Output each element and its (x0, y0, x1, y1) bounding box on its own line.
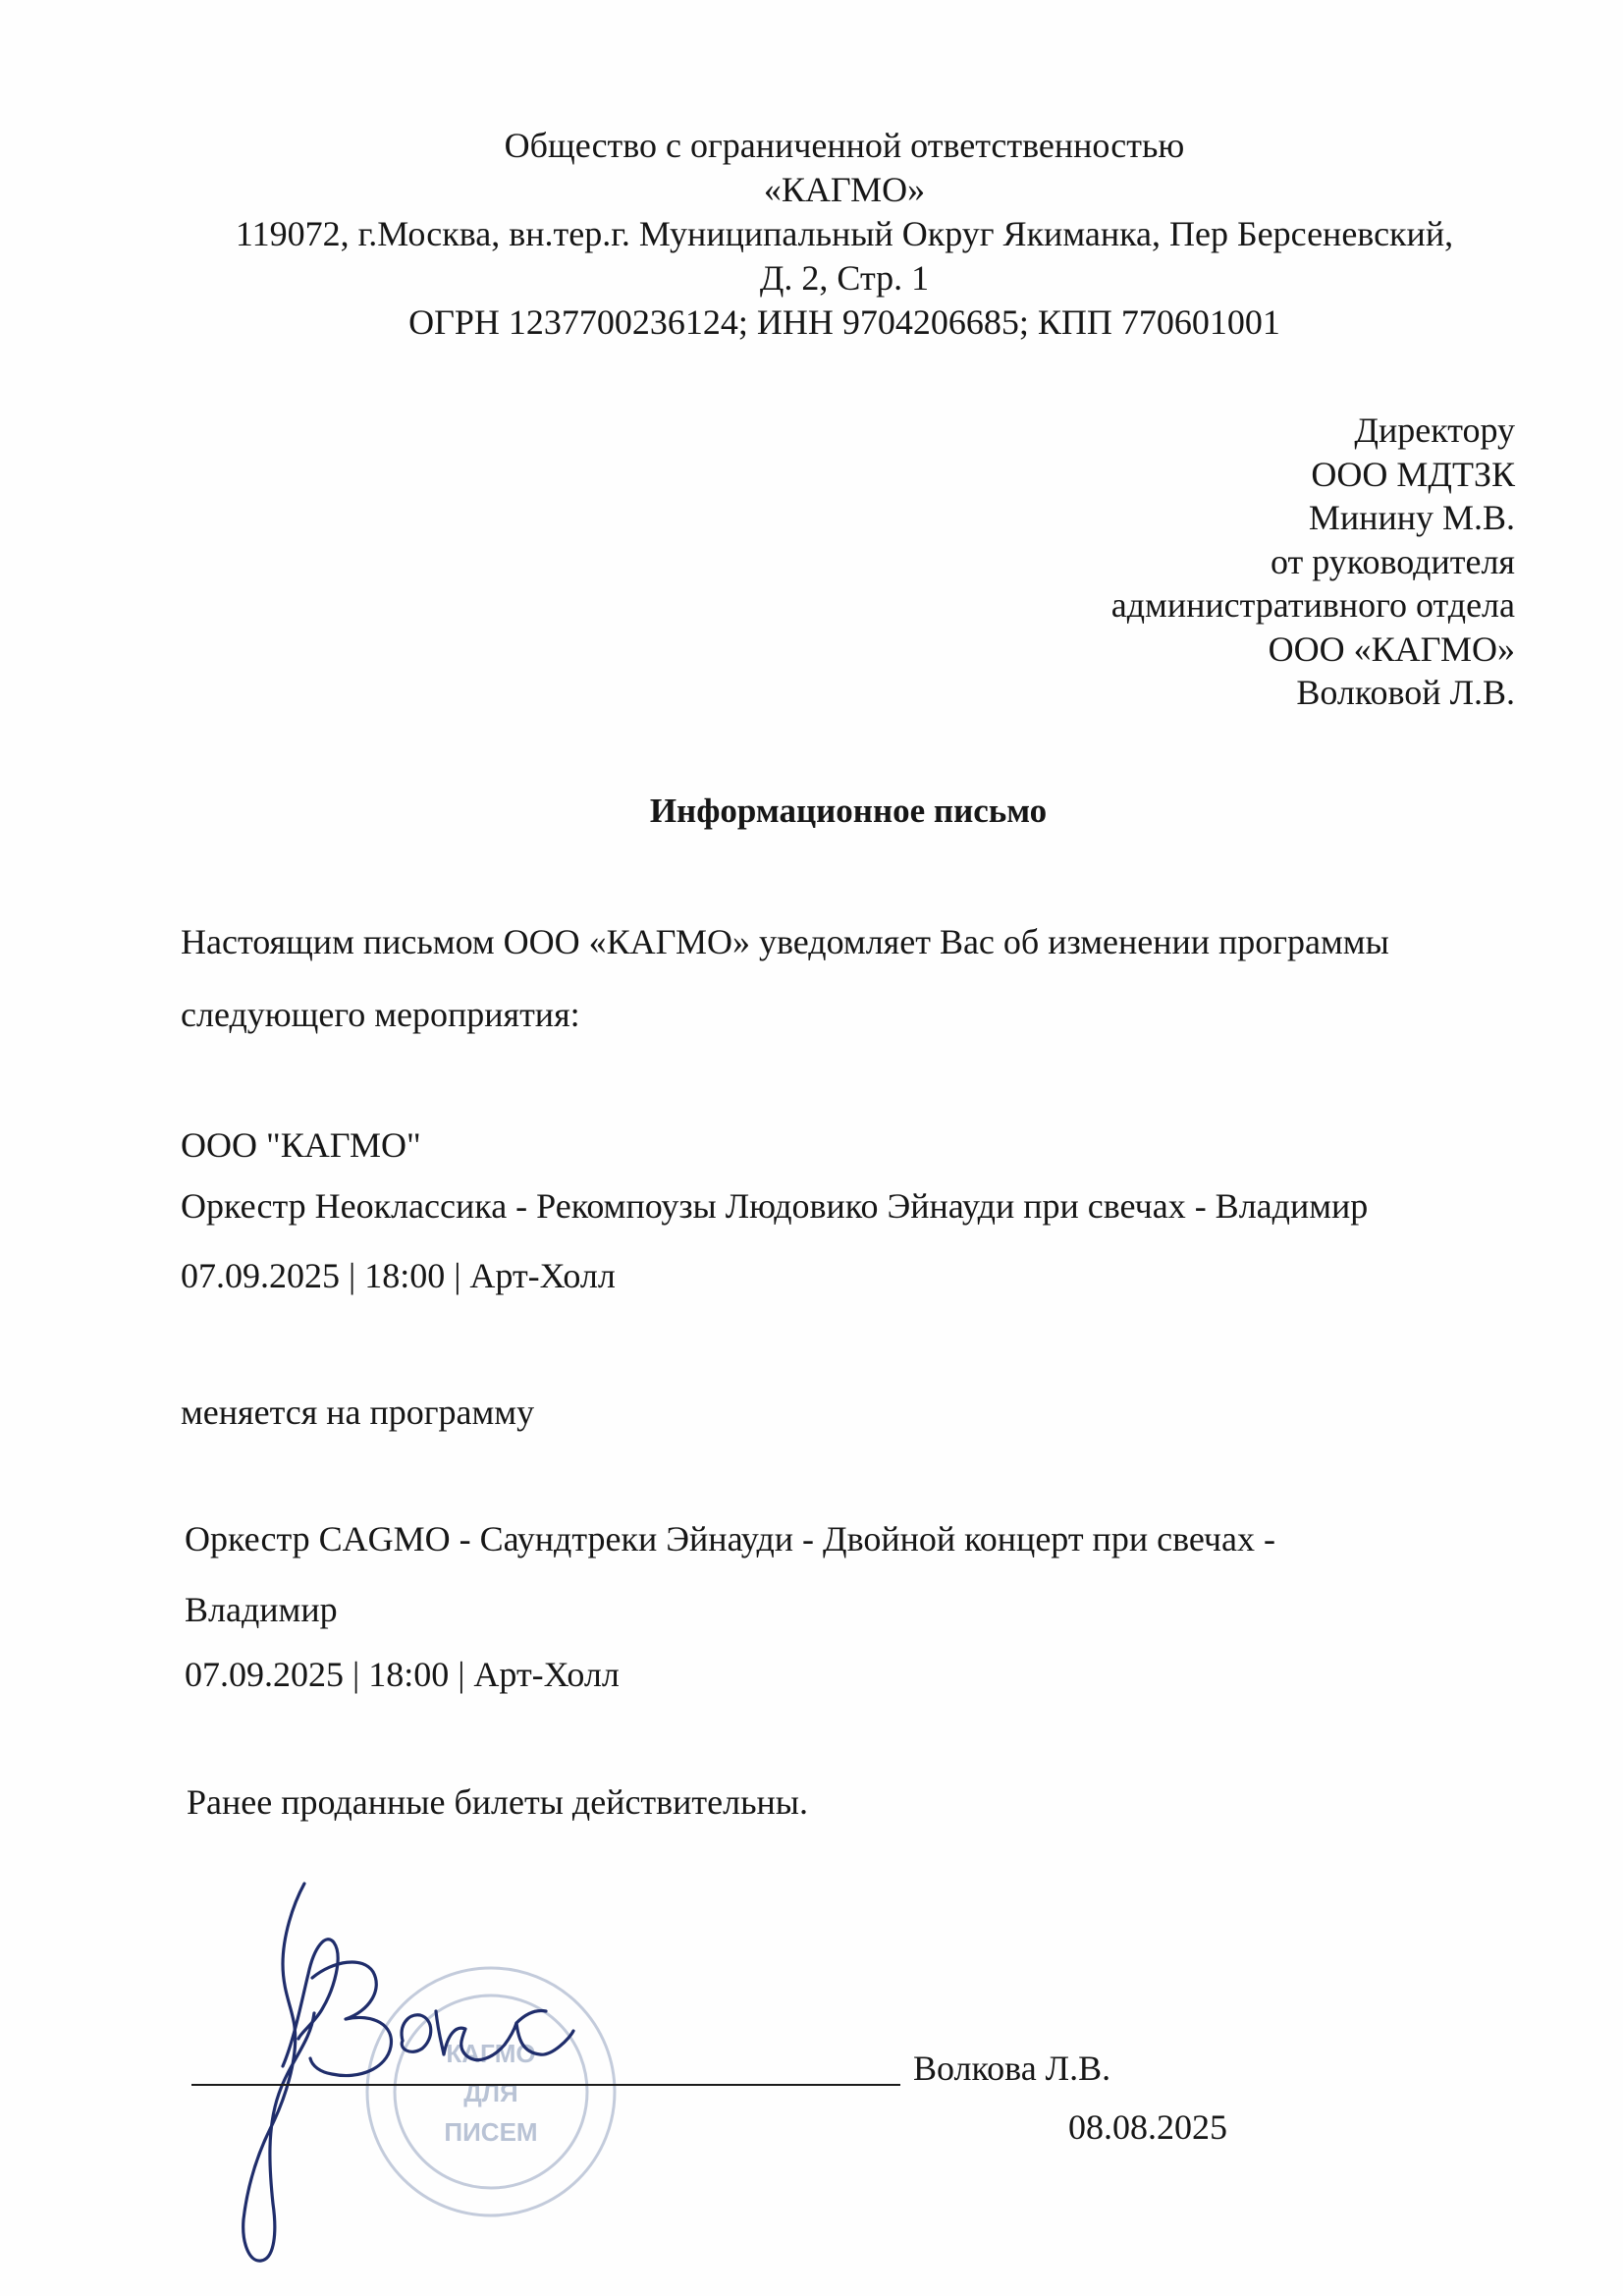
addressee-line: Минину М.В. (1308, 498, 1515, 537)
intro-line-1: Настоящим письмом ООО «КАГМО» уведомляет Вас об изменении программы (181, 922, 1389, 961)
addressee-line: Директору (1354, 410, 1515, 450)
signature-line (191, 2084, 900, 2086)
stamp-text: ПИСЕМ (444, 2117, 538, 2147)
stamp-text: ДЛЯ (463, 2078, 518, 2107)
new-event-datetime: 07.09.2025 | 18:00 | Арт-Холл (185, 1655, 620, 1694)
old-event-datetime: 07.09.2025 | 18:00 | Арт-Холл (181, 1256, 616, 1295)
letterhead-company-type: Общество с ограниченной ответственностью (504, 126, 1185, 165)
letterhead-company-name: «КАГМО» (763, 170, 926, 209)
addressee-block (1111, 409, 1515, 715)
old-event-title: Оркестр Неоклассика - Рекомпоузы Людовико Эйнауди при свечах - Владимир (181, 1186, 1369, 1226)
letterhead-address-building: Д. 2, Стр. 1 (759, 258, 930, 298)
new-event-title-line-1: Оркестр CAGMO - Саундтреки Эйнауди - Двойной концерт при свечах - (185, 1519, 1276, 1558)
letterhead-registration: ОГРН 1237700236124; ИНН 9704206685; КПП 770601001 (408, 302, 1280, 342)
signature-date: 08.08.2025 (1068, 2107, 1227, 2147)
addressee-line: от руководителя (1271, 541, 1515, 581)
old-event-organizer: ООО "КАГМО" (181, 1125, 421, 1165)
addressee-line: административного отдела (1110, 585, 1515, 625)
signatory-name: Волкова Л.В. (913, 2049, 1111, 2088)
letterhead (128, 124, 1561, 345)
letterhead-address: 119072, г.Москва, вн.тер.г. Муниципальный Округ Якиманка, Пер Берсеневский, (235, 214, 1454, 253)
handwritten-signature (177, 1866, 628, 2278)
new-event-title-line-2: Владимир (185, 1590, 338, 1629)
tickets-valid-note: Ранее проданные билеты действительны. (187, 1782, 808, 1822)
addressee-line: Волковой Л.В. (1296, 673, 1515, 712)
addressee-line: ООО «КАГМО» (1268, 629, 1515, 669)
addressee-line: ООО МДТЗК (1311, 454, 1515, 494)
intro-line-2: следующего мероприятия: (181, 995, 580, 1034)
letter-title: Информационное письмо (649, 792, 1048, 830)
change-text: меняется на программу (181, 1393, 535, 1432)
stamp-text: КАГМО (446, 2039, 536, 2068)
